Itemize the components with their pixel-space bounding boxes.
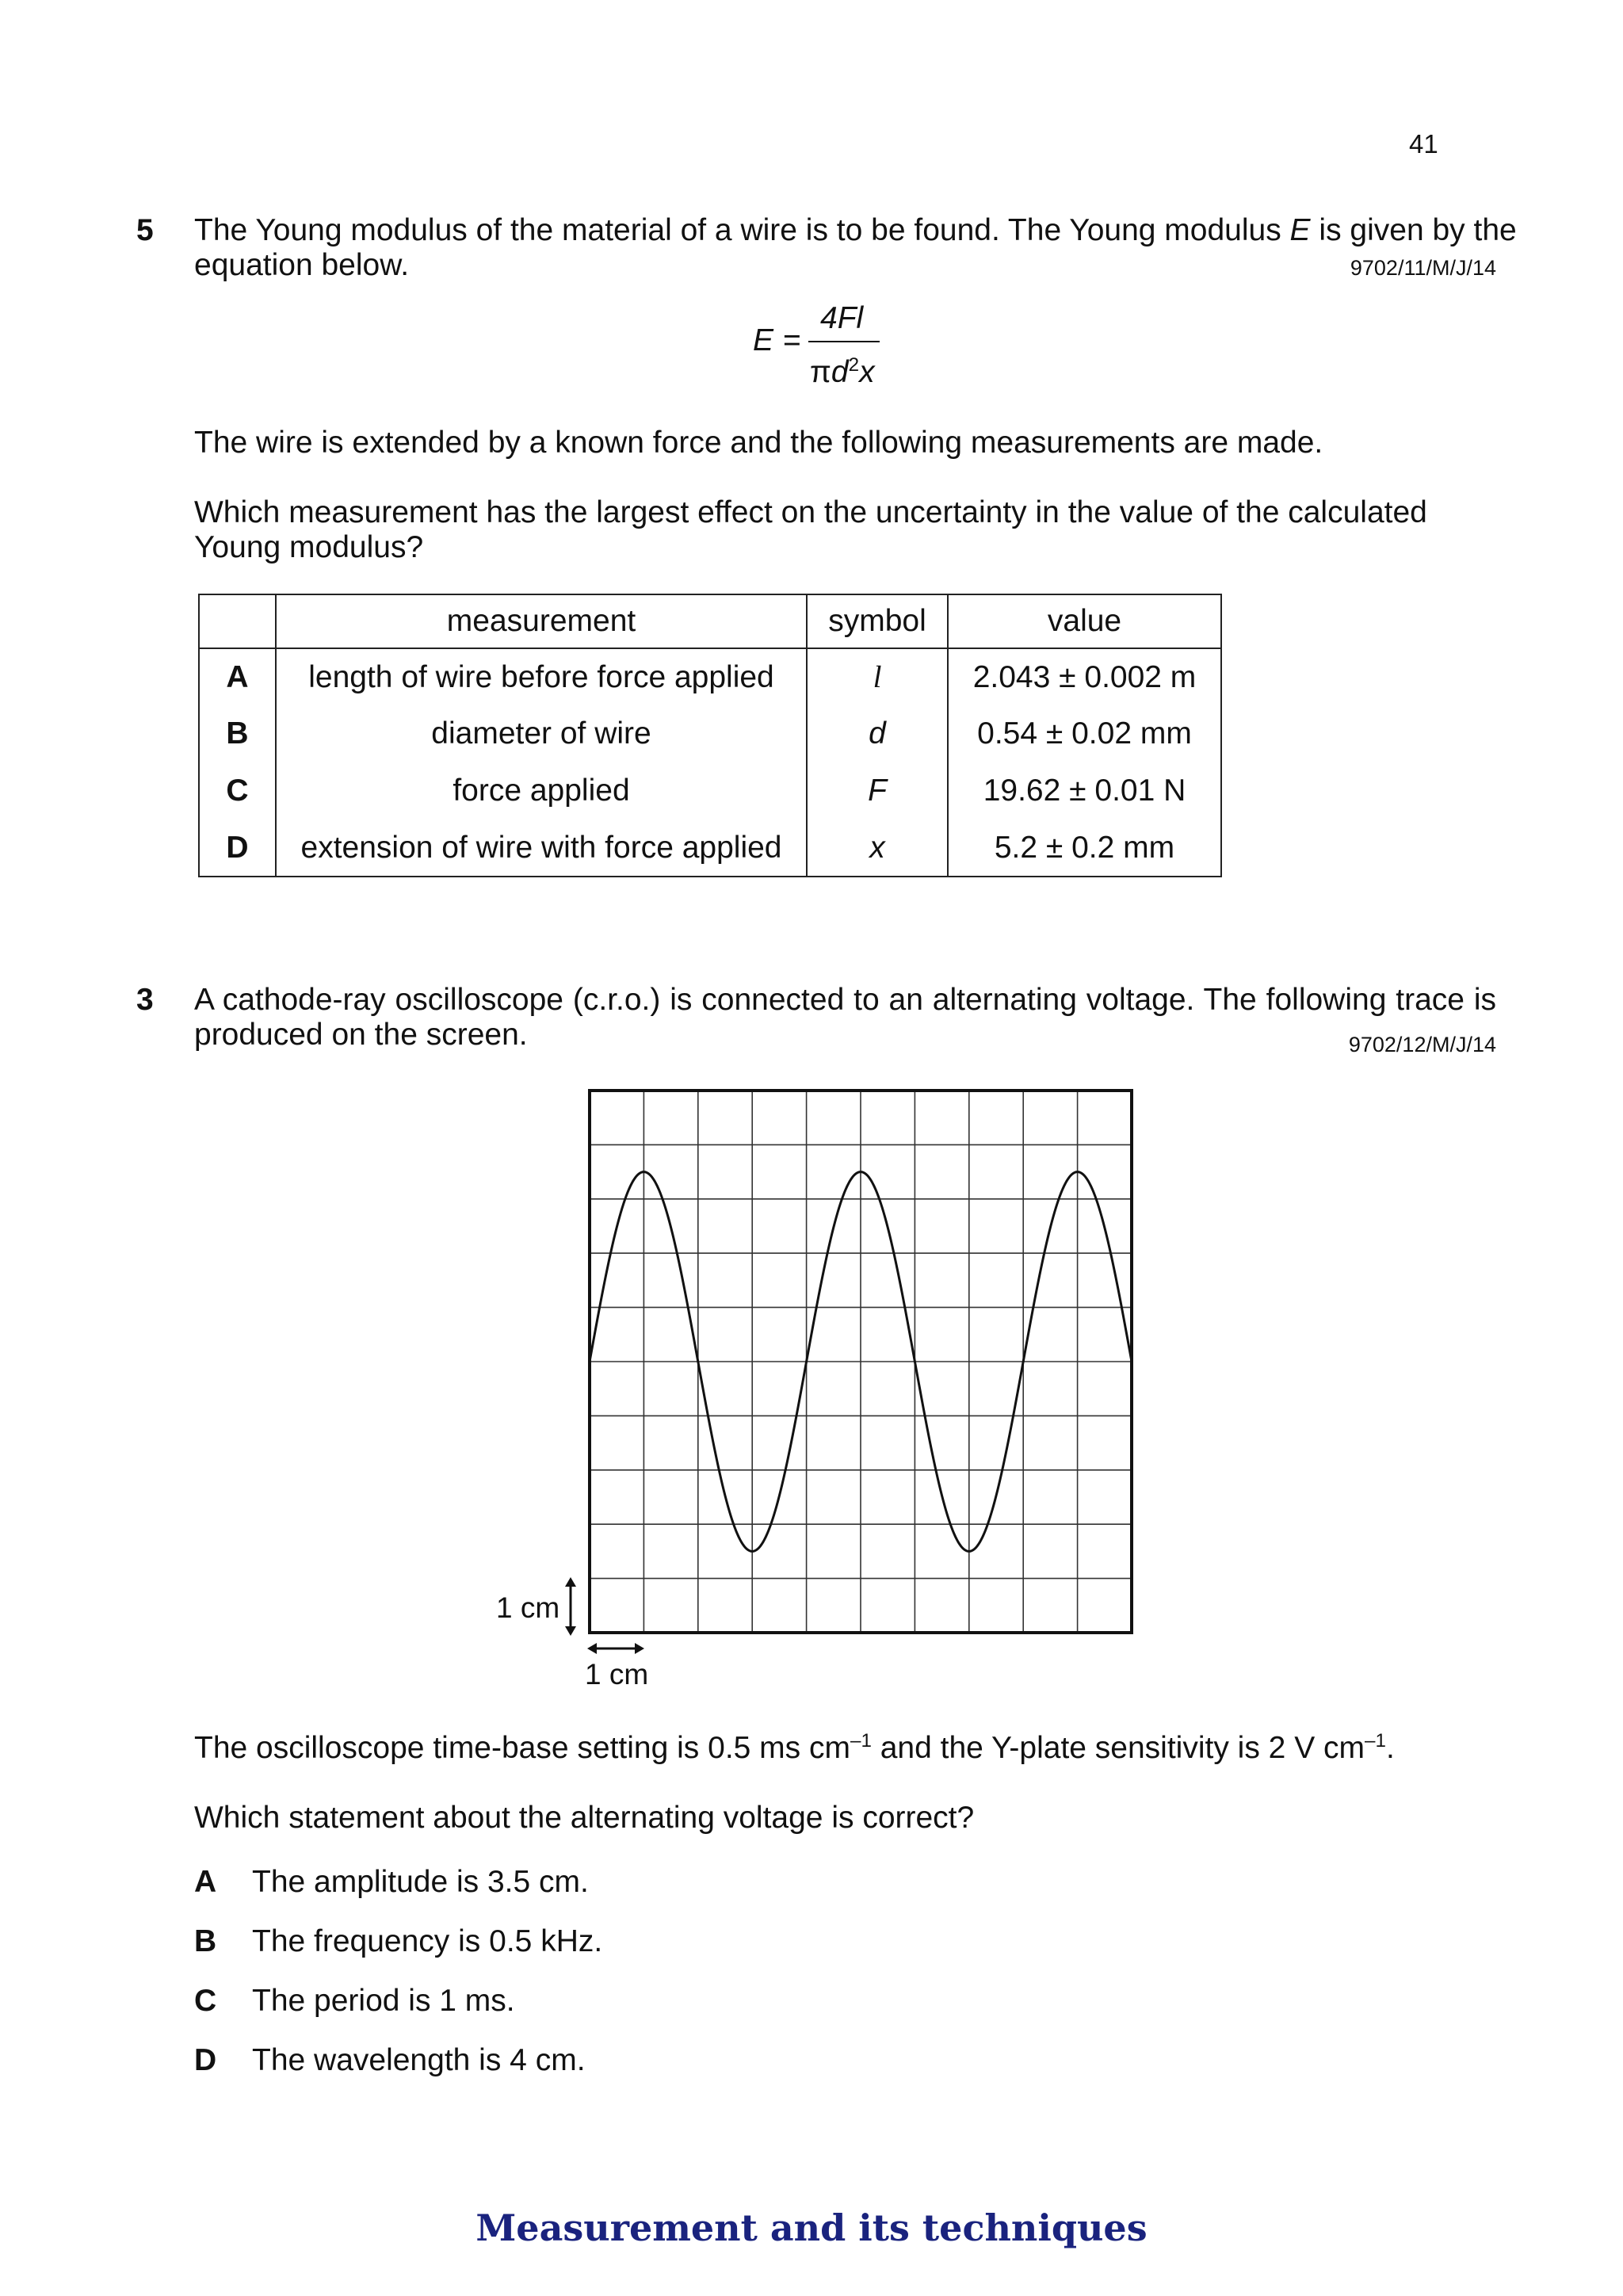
- row-letter: D: [199, 819, 276, 877]
- header-symbol: symbol: [807, 594, 948, 648]
- equation-d: d: [831, 355, 849, 389]
- option-letter: A: [194, 1865, 217, 1899]
- settings-exponent-1: –1: [850, 1730, 872, 1752]
- table-row: [199, 648, 1221, 705]
- row-letter: B: [199, 705, 276, 762]
- row-symbol: F: [807, 762, 948, 819]
- equation-lhs: E: [753, 323, 774, 357]
- q5-para2-line2: Young modulus?: [194, 530, 424, 564]
- q5-stem-var: E: [1289, 213, 1311, 247]
- row-letter: C: [199, 762, 276, 819]
- row-symbol: d: [807, 705, 948, 762]
- row-value: 19.62 ± 0.01 N: [948, 762, 1221, 819]
- row-value: 2.043 ± 0.002 m: [948, 648, 1221, 705]
- q5-para2-line1: Which measurement has the largest effect on the uncertainty in the value of the calculated: [194, 495, 1427, 529]
- header-value: value: [948, 594, 1221, 648]
- q5-reference: 9702/11/M/J/14: [1350, 256, 1496, 280]
- header-measurement: measurement: [276, 594, 807, 648]
- q5-stem-line2: equation below.: [194, 248, 410, 282]
- q5-number: 5: [136, 213, 154, 247]
- equation-exponent: 2: [848, 354, 860, 376]
- equation-numerator: 4Fl: [820, 301, 864, 335]
- row-letter: A: [199, 648, 276, 705]
- q3-settings: [194, 1731, 1395, 1767]
- q5-stem-text-a: The Young modulus of the material of a wire is to be found. The Young modulus: [194, 213, 1290, 247]
- q5-stem-text-b: is given by the: [1310, 213, 1517, 247]
- row-measurement: extension of wire with force applied: [276, 819, 807, 877]
- row-symbol: l: [807, 648, 948, 705]
- header-blank: [199, 594, 276, 648]
- row-measurement: length of wire before force applied: [276, 648, 807, 705]
- page-number: 41: [1409, 129, 1438, 159]
- scale-y-label: 1 cm: [496, 1591, 560, 1624]
- q3-question: Which statement about the alternating voltage is correct?: [194, 1801, 975, 1835]
- settings-text-a: The oscilloscope time-base setting is 0.5 ms cm: [194, 1731, 850, 1765]
- option-text: The period is 1 ms.: [252, 1984, 515, 2018]
- q5-para1: The wire is extended by a known force and the following measurements are made.: [194, 426, 1323, 460]
- settings-exponent-2: –1: [1365, 1730, 1386, 1752]
- table-header-row: [199, 594, 1221, 648]
- row-value: 0.54 ± 0.02 mm: [948, 705, 1221, 762]
- table-row: [199, 705, 1221, 762]
- settings-text-c: .: [1385, 1731, 1395, 1765]
- horizontal-arrow-icon: [587, 1641, 644, 1656]
- row-measurement: diameter of wire: [276, 705, 807, 762]
- table-row: [199, 819, 1221, 877]
- q5-stem-line1: [194, 213, 1517, 249]
- row-measurement: force applied: [276, 762, 807, 819]
- equation-equals: =: [783, 323, 801, 357]
- option-letter: D: [194, 2043, 217, 2077]
- row-value: 5.2 ± 0.2 mm: [948, 819, 1221, 877]
- equation-fraction-bar: [808, 341, 880, 342]
- q3-reference: 9702/12/M/J/14: [1348, 1033, 1496, 1056]
- row-symbol: x: [807, 819, 948, 877]
- table-row: [199, 762, 1221, 819]
- settings-text-b: and the Y-plate sensitivity is 2 V cm: [871, 1731, 1365, 1765]
- equation-pi: π: [810, 355, 831, 389]
- equation-denominator: [810, 355, 875, 391]
- option-letter: B: [194, 1924, 217, 1958]
- vertical-arrow-icon: [561, 1577, 580, 1636]
- option-text: The frequency is 0.5 kHz.: [252, 1924, 603, 1958]
- option-letter: C: [194, 1984, 217, 2018]
- measurement-table: [198, 594, 1222, 877]
- equation-x: x: [859, 355, 875, 389]
- q3-stem-line1: A cathode-ray oscilloscope (c.r.o.) is connected to an alternating voltage. The following trace is: [194, 983, 1496, 1017]
- section-footer: Measurement and its techniques: [475, 2206, 1148, 2249]
- q3-number: 3: [136, 983, 154, 1017]
- option-text: The wavelength is 4 cm.: [252, 2043, 586, 2077]
- oscilloscope-screen: [585, 1087, 1136, 1636]
- scale-x-label: 1 cm: [585, 1658, 649, 1690]
- q3-stem-line2: produced on the screen.: [194, 1018, 528, 1052]
- option-text: The amplitude is 3.5 cm.: [252, 1865, 589, 1899]
